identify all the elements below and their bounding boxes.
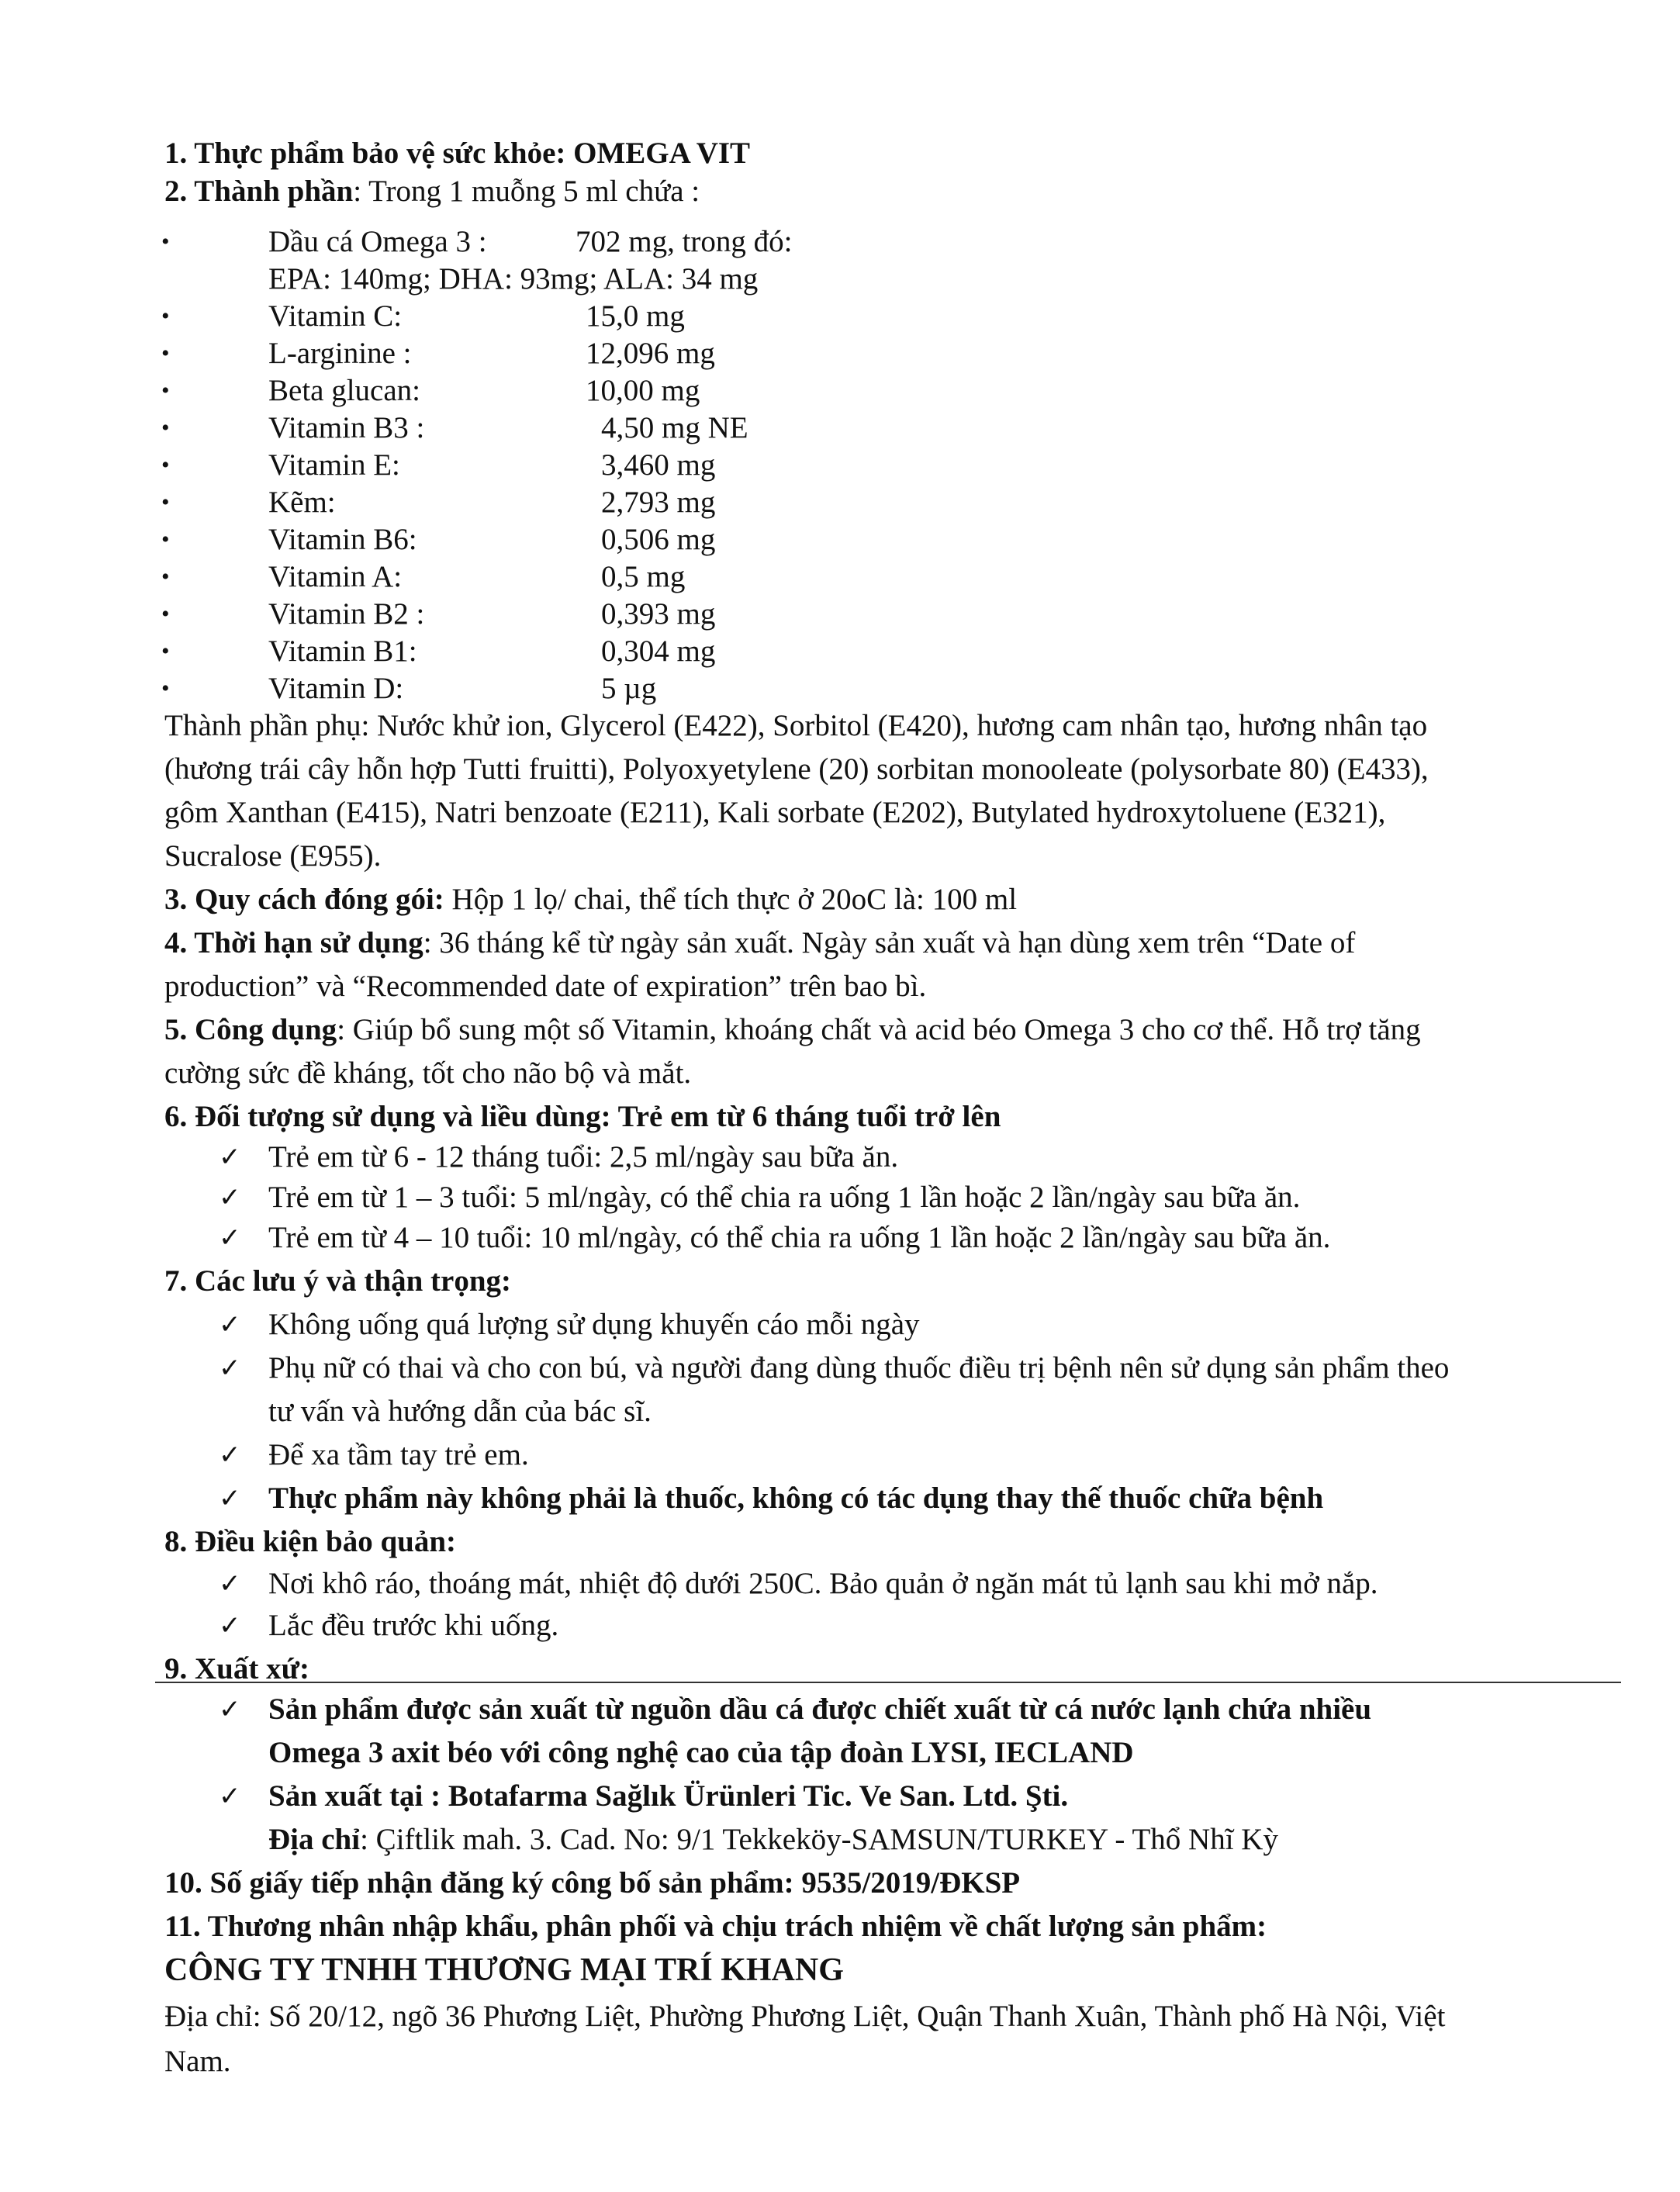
ingredient-value: 702 mg, trong đó: [576,225,793,258]
dosage-item: Trẻ em từ 6 - 12 tháng tuổi: 2,5 ml/ngày sau bữa ăn. [268,1140,899,1174]
excipients-line: (hương trái cây hỗn hợp Tutti fruitti), Polyoxyetylene (20) sorbitan monooleate (polysorbate 80) (E433), [164,752,1429,786]
ingredient-value: 10,00 mg [586,374,700,407]
product-title: 1. Thực phẩm bảo vệ sức khỏe: OMEGA VIT [164,137,751,170]
ingredient-name: Vitamin C: [268,299,403,333]
precaution-item: Thực phẩm này không phải là thuốc, không có tác dụng thay thế thuốc chữa bệnh [268,1482,1324,1515]
check-icon: ✓ [219,1483,241,1514]
ingredient-name: Vitamin B1: [268,634,417,668]
manufacturer-address: Địa chỉ: Çiftlik mah. 3. Cad. No: 9/1 Tekkeköy-SAMSUN/TURKEY - Thổ Nhĩ Kỳ [268,1823,1278,1856]
ingredient-value: 3,460 mg [601,448,716,482]
usage-benefit: 5. Công dụng: Giúp bổ sung một số Vitamin, khoáng chất và acid béo Omega 3 cho cơ thể. Hỗ trợ tăng [164,1013,1421,1046]
company-address-cont: Nam. [164,2045,231,2078]
bullet-icon: • [161,229,170,254]
bullet-icon: • [161,489,170,515]
bullet-icon: • [161,415,170,441]
bullet-icon: • [161,676,170,701]
precautions-heading: 7. Các lưu ý và thận trọng: [164,1264,511,1298]
dosage-item: Trẻ em từ 4 – 10 tuổi: 10 ml/ngày, có thể chia ra uống 1 lần hoặc 2 lần/ngày sau bữa ăn. [268,1221,1331,1254]
ingredient-value: 0,393 mg [601,597,716,631]
check-icon: ✓ [219,1694,241,1725]
ingredient-name: Vitamin B2 : [268,597,425,631]
check-icon: ✓ [219,1182,241,1213]
ingredient-name: Vitamin A: [268,560,403,593]
origin-item-cont: Omega 3 axit béo với công nghệ cao của tập đoàn LYSI, IECLAND [268,1736,1134,1769]
check-icon: ✓ [219,1610,241,1641]
bullet-icon: • [161,638,170,664]
ingredient-name: Vitamin E: [268,448,400,482]
ingredient-value: 15,0 mg [586,299,685,333]
storage-item: Lắc đều trước khi uống. [268,1609,559,1642]
ingredients-heading: 2. Thành phần: Trong 1 muỗng 5 ml chứa : [164,175,700,208]
omega-detail: EPA: 140mg; DHA: 93mg; ALA: 34 mg [268,262,759,296]
precaution-item-cont: tư vấn và hướng dẫn của bác sĩ. [268,1395,652,1428]
ingredient-name: Kẽm: [268,486,336,519]
excipients-line: Sucralose (E955). [164,839,382,873]
company-address: Địa chỉ: Số 20/12, ngõ 36 Phương Liệt, Phường Phương Liệt, Quận Thanh Xuân, Thành phố Hà Nội, Việt [164,2000,1446,2033]
dosage-heading: 6. Đối tượng sử dụng và liều dùng: Trẻ em từ 6 tháng tuổi trở lên [164,1100,1001,1133]
precaution-item: Để xa tầm tay trẻ em. [268,1438,529,1471]
excipients-line: gôm Xanthan (E415), Natri benzoate (E211), Kali sorbate (E202), Butylated hydroxytoluene (E321), [164,796,1386,829]
check-icon: ✓ [219,1440,241,1471]
check-icon: ✓ [219,1568,241,1599]
ingredient-name: Vitamin D: [268,672,404,705]
bullet-icon: • [161,601,170,627]
bullet-icon: • [161,564,170,589]
precaution-item: Không uống quá lượng sử dụng khuyến cáo mỗi ngày [268,1308,920,1341]
bullet-icon: • [161,452,170,478]
distributor-heading: 11. Thương nhân nhập khẩu, phân phối và chịu trách nhiệm về chất lượng sản phẩm: [164,1910,1267,1943]
check-icon: ✓ [219,1142,241,1173]
ingredient-value: 2,793 mg [601,486,716,519]
dosage-item: Trẻ em từ 1 – 3 tuổi: 5 ml/ngày, có thể chia ra uống 1 lần hoặc 2 lần/ngày sau bữa ăn. [268,1181,1301,1214]
excipients-line: Thành phần phụ: Nước khử ion, Glycerol (E422), Sorbitol (E420), hương cam nhân tạo, hương nhân tạo [164,709,1428,742]
origin-item: Sản phẩm được sản xuất từ nguồn dầu cá được chiết xuất từ cá nước lạnh chứa nhiều [268,1692,1372,1726]
check-icon: ✓ [219,1222,241,1253]
ingredient-value: 0,304 mg [601,634,716,668]
storage-heading: 8. Điều kiện bảo quản: [164,1525,457,1558]
ingredient-name: L-arginine : [268,337,412,370]
registration-number: 10. Số giấy tiếp nhận đăng ký công bố sản phẩm: 9535/2019/ĐKSP [164,1866,1021,1900]
divider-line [155,1682,1621,1683]
check-icon: ✓ [219,1781,241,1812]
ingredient-name: Beta glucan: [268,374,421,407]
bullet-icon: • [161,303,170,329]
shelf-life: 4. Thời hạn sử dụng: 36 tháng kể từ ngày sản xuất. Ngày sản xuất và hạn dùng xem trên “Date of [164,926,1356,959]
packaging: 3. Quy cách đóng gói: Hộp 1 lọ/ chai, thể tích thực ở 20oC là: 100 ml [164,883,1018,916]
ingredient-name: Dầu cá Omega 3 : [268,225,487,258]
ingredient-value: 0,5 mg [601,560,686,593]
precaution-item: Phụ nữ có thai và cho con bú, và người đang dùng thuốc điều trị bệnh nên sử dụng sản phẩm theo [268,1351,1450,1385]
shelf-life-cont: production” và “Recommended date of expiration” trên bao bì. [164,970,927,1003]
check-icon: ✓ [219,1353,241,1384]
bullet-icon: • [161,378,170,403]
check-icon: ✓ [219,1309,241,1340]
storage-item: Nơi khô ráo, thoáng mát, nhiệt độ dưới 250C. Bảo quản ở ngăn mát tủ lạnh sau khi mở nắp. [268,1567,1378,1600]
usage-benefit-cont: cường sức đề kháng, tốt cho não bộ và mắt. [164,1056,692,1090]
ingredient-name: Vitamin B6: [268,523,417,556]
bullet-icon: • [161,527,170,552]
manufacturer: Sản xuất tại : Botafarma Sağlık Ürünleri Tic. Ve San. Ltd. Şti. [268,1779,1069,1813]
bullet-icon: • [161,341,170,366]
ingredient-name: Vitamin B3 : [268,411,425,444]
ingredient-value: 5 µg [601,672,657,705]
origin-heading: 9. Xuất xứ: [164,1652,309,1685]
company-name: CÔNG TY TNHH THƯƠNG MẠI TRÍ KHANG [164,1952,844,1988]
ingredient-value: 12,096 mg [586,337,715,370]
ingredient-value: 4,50 mg NE [601,411,748,444]
ingredient-value: 0,506 mg [601,523,716,556]
